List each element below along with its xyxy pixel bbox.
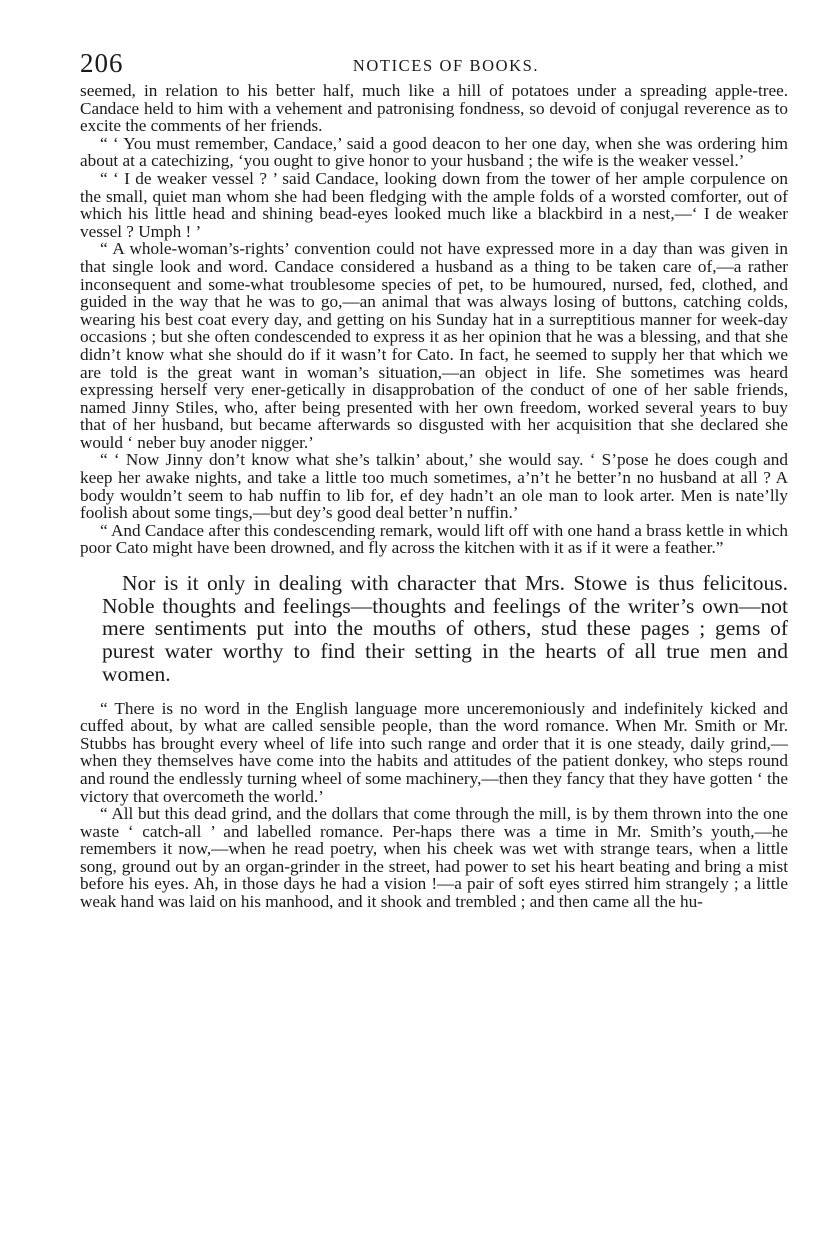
quote-block-2 bbox=[80, 700, 788, 911]
page bbox=[80, 48, 788, 911]
quote-paragraph: seemed, in relation to his better half, much like a hill of potatoes under a spreading apple-tree. Candace held to him with a vehement and patronising fondness, so devoid of conjugal reverence as to excite the comments of her friends. bbox=[80, 81, 788, 136]
quote-paragraph: “ ‘ I de weaker vessel ? ’ said Candace, looking down from the tower of her ample corpulence on the small, quiet man whom she had been fledging with the ample folds of a worsted comforter, out of which his little head and shining bead-eyes looked much like a blackbird in a nest,—‘ I de weaker vessel ? Umph ! ’ bbox=[80, 168, 788, 241]
page-number: 206 bbox=[80, 48, 124, 78]
quote-paragraph: “ There is no word in the English language more unceremoniously and indefinitely kicked and cuffed about, by what are called sensible people, than the word romance. When Mr. Smith or Mr. Stubbs has brought every wheel of life into such range and order that it is one steady, daily grind,—when they themselves have come into the habits and attitudes of the patient donkey, who steps round and round the endlessly turning wheel of some machinery,—then they fancy that they have gotten ‘ the victory that overcometh the world.’ bbox=[80, 698, 788, 806]
quote-paragraph: “ A whole-woman’s-rights’ convention could not have expressed more in a day than was given in that single look and word. Candace considered a husband as a thing to be taken care of,—a rather inconsequent and some-what troublesome species of pet, to be humoured, nursed, fed, clothed, and guided in the way that he was to go,—an animal that was always losing of buttons, catching colds, wearing his best coat every day, and getting on his Sunday hat in a surreptitious manner for week-day occasions ; but she often condescended to express it as her opinion that he was a blessing, and that she didn’t know what she should do if it wasn’t for Cato. In fact, he seemed to supply her that which we are told is the great want in woman’s situation,—an object in life. She sometimes was heard expressing herself very ener-getically in disapprobation of the conduct of one of her sable friends, named Jinny Stiles, who, after being presented with her own freedom, worked several years to buy that of her husband, but became afterwards so disgusted with her acquisition that she declared she would ‘ neber buy anoder nigger.’ bbox=[80, 239, 788, 452]
quote-paragraph: “ ‘ You must remember, Candace,’ said a good deacon to her one day, when she was ordering him about at a catechizing, ‘you ought to give honor to your husband ; the wife is the weaker vessel.’ bbox=[80, 133, 788, 171]
quote-paragraph: “ ‘ Now Jinny don’t know what she’s talkin’ about,’ she would say. ‘ S’pose he does cough and keep her awake nights, and take a little too much sometimes, a’n’t he better’n no husband at all ? A body wouldn’t seem to hab nuffin to lib for, ef dey hadn’t an ole man to look arter. Men is nate’lly foolish about some tings,—but dey’s good deal better’n nuffin.’ bbox=[80, 450, 788, 523]
running-title: NOTICES OF BOOKS. bbox=[352, 56, 540, 75]
quote-paragraph: “ All but this dead grind, and the dollars that come through the mill, is by them thrown into the one waste ‘ catch-all ’ and labelled romance. Per-haps there was a time in Mr. Smith’s youth,—he remembers it now,—when he read poetry, when his cheek was wet with strange tears, when a little song, ground out by an organ-grinder in the street, had power to set his heart beating and bring a mist before his eyes. Ah, in those days he had a vision !—a pair of soft eyes stirred him strangely ; a little weak hand was laid on his manhood, and it shook and trembled ; and then came all the hu- bbox=[80, 804, 788, 912]
quote-paragraph: “ And Candace after this condescending remark, would lift off with one hand a brass kettle in which poor Cato might have been drowned, and fly across the kitchen with it as if it were a feather.” bbox=[80, 520, 788, 558]
quote-block-1 bbox=[80, 82, 788, 557]
body-paragraph: Nor is it only in dealing with character that Mrs. Stowe is thus felicitous. Noble thoughts and feelings—thoughts and feelings of the writer’s own—not mere sentiments put into the mouths of others, stud these pages ; gems of purest water worthy to find their setting in the hearts of all true men and women. bbox=[102, 571, 788, 686]
body-paragraph-block bbox=[102, 572, 788, 686]
running-head bbox=[80, 48, 788, 82]
